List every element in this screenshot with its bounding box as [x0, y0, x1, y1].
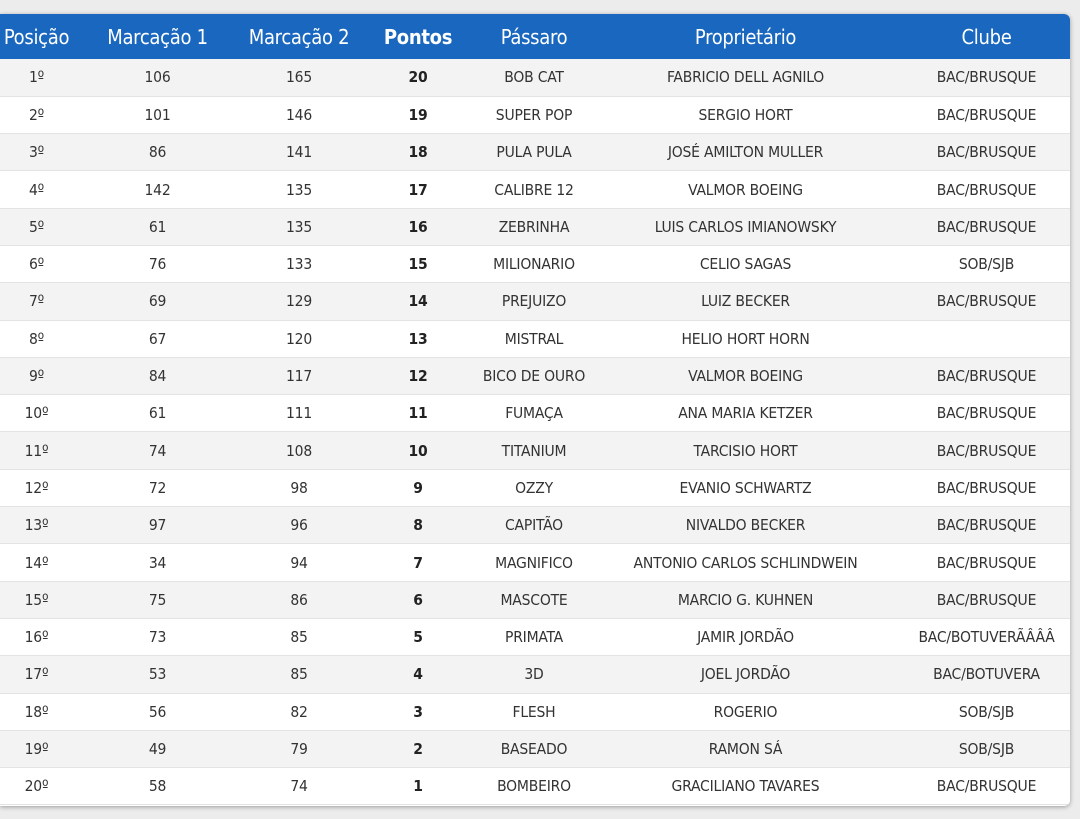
cell-marcacao-1: 84 [73, 357, 242, 394]
cell-marcacao-1: 76 [73, 245, 242, 282]
cell-proprietario: RAMON SÁ [588, 730, 903, 767]
cell-clube: BAC/BRUSQUE [903, 395, 1070, 432]
cell-passaro: BOMBEIRO [480, 768, 588, 805]
cell-clube: BAC/BRUSQUE [903, 768, 1070, 805]
table-row [0, 507, 1070, 544]
cell-pontos: 1 [356, 768, 480, 805]
cell-proprietario: JOEL JORDÃO [588, 656, 903, 693]
cell-posicao: 8º [0, 320, 73, 357]
cell-marcacao-2: 146 [242, 96, 356, 133]
cell-passaro: MILIONARIO [480, 245, 588, 282]
cell-clube: BAC/BRUSQUE [903, 357, 1070, 394]
cell-marcacao-2: 129 [242, 283, 356, 320]
cell-marcacao-2: 85 [242, 656, 356, 693]
cell-posicao: 12º [0, 469, 73, 506]
cell-pontos: 18 [356, 134, 480, 171]
table-row [0, 245, 1070, 282]
cell-pontos: 13 [356, 320, 480, 357]
cell-marcacao-2: 133 [242, 245, 356, 282]
cell-proprietario: VALMOR BOEING [588, 171, 903, 208]
cell-posicao: 9º [0, 357, 73, 394]
cell-proprietario: JOSÉ AMILTON MULLER [588, 134, 903, 171]
cell-proprietario: EVANIO SCHWARTZ [588, 469, 903, 506]
table-row [0, 693, 1070, 730]
cell-clube: SOB/SJB [903, 730, 1070, 767]
ranking-table [0, 14, 1070, 805]
cell-clube: SOB/SJB [903, 693, 1070, 730]
cell-marcacao-1: 106 [73, 59, 242, 96]
cell-posicao: 17º [0, 656, 73, 693]
cell-passaro: CALIBRE 12 [480, 171, 588, 208]
cell-proprietario: HELIO HORT HORN [588, 320, 903, 357]
cell-marcacao-2: 141 [242, 134, 356, 171]
cell-pontos: 6 [356, 581, 480, 618]
cell-marcacao-1: 53 [73, 656, 242, 693]
header-posicao: Posição [3, 24, 70, 49]
cell-pontos: 4 [356, 656, 480, 693]
cell-pontos: 20 [356, 59, 480, 96]
cell-passaro: TITANIUM [480, 432, 588, 469]
cell-marcacao-1: 74 [73, 432, 242, 469]
cell-pontos: 16 [356, 208, 480, 245]
cell-passaro: OZZY [480, 469, 588, 506]
table-row [0, 320, 1070, 357]
cell-marcacao-1: 142 [73, 171, 242, 208]
cell-posicao: 16º [0, 618, 73, 655]
cell-proprietario: FABRICIO DELL AGNILO [588, 59, 903, 96]
cell-passaro: FLESH [480, 693, 588, 730]
cell-proprietario: ROGERIO [588, 693, 903, 730]
cell-proprietario: ANA MARIA KETZER [588, 395, 903, 432]
cell-clube: BAC/BOTUVERÃÂÂÂ [903, 618, 1070, 655]
cell-proprietario: LUIS CARLOS IMIANOWSKY [588, 208, 903, 245]
cell-marcacao-2: 96 [242, 507, 356, 544]
cell-posicao: 18º [0, 693, 73, 730]
cell-marcacao-1: 58 [73, 768, 242, 805]
cell-clube: BAC/BRUSQUE [903, 283, 1070, 320]
cell-marcacao-2: 86 [242, 581, 356, 618]
cell-clube: BAC/BRUSQUE [903, 96, 1070, 133]
cell-proprietario: SERGIO HORT [588, 96, 903, 133]
cell-posicao: 6º [0, 245, 73, 282]
table-row [0, 283, 1070, 320]
table-row [0, 208, 1070, 245]
cell-proprietario: GRACILIANO TAVARES [588, 768, 903, 805]
cell-clube: BAC/BRUSQUE [903, 134, 1070, 171]
table-row [0, 395, 1070, 432]
header-row [0, 14, 1070, 59]
header-passaro: Pássaro [500, 24, 568, 49]
cell-passaro: BOB CAT [480, 59, 588, 96]
cell-posicao: 14º [0, 544, 73, 581]
cell-proprietario: VALMOR BOEING [588, 357, 903, 394]
cell-passaro: 3D [480, 656, 588, 693]
ranking-table-container [0, 14, 1070, 806]
header-marcacao-2: Marcação 2 [248, 24, 350, 49]
table-row [0, 96, 1070, 133]
cell-marcacao-2: 74 [242, 768, 356, 805]
header-pontos: Pontos [383, 24, 453, 49]
table-row [0, 618, 1070, 655]
cell-posicao: 15º [0, 581, 73, 618]
cell-marcacao-2: 135 [242, 208, 356, 245]
cell-marcacao-1: 56 [73, 693, 242, 730]
cell-pontos: 7 [356, 544, 480, 581]
cell-clube: BAC/BRUSQUE [903, 171, 1070, 208]
cell-proprietario: MARCIO G. KUHNEN [588, 581, 903, 618]
cell-clube: BAC/BRUSQUE [903, 544, 1070, 581]
table-row [0, 768, 1070, 805]
cell-marcacao-2: 111 [242, 395, 356, 432]
cell-passaro: CAPITÃO [480, 507, 588, 544]
cell-passaro: ZEBRINHA [480, 208, 588, 245]
cell-marcacao-1: 72 [73, 469, 242, 506]
cell-marcacao-2: 117 [242, 357, 356, 394]
cell-proprietario: LUIZ BECKER [588, 283, 903, 320]
cell-pontos: 2 [356, 730, 480, 767]
cell-passaro: MISTRAL [480, 320, 588, 357]
cell-posicao: 11º [0, 432, 73, 469]
header-proprietario: Proprietário [694, 24, 797, 49]
cell-pontos: 17 [356, 171, 480, 208]
cell-pontos: 10 [356, 432, 480, 469]
cell-pontos: 5 [356, 618, 480, 655]
cell-passaro: PULA PULA [480, 134, 588, 171]
cell-posicao: 10º [0, 395, 73, 432]
cell-passaro: PREJUIZO [480, 283, 588, 320]
cell-posicao: 13º [0, 507, 73, 544]
table-row [0, 171, 1070, 208]
cell-clube: BAC/BRUSQUE [903, 59, 1070, 96]
table-row [0, 730, 1070, 767]
cell-marcacao-1: 49 [73, 730, 242, 767]
table-row [0, 134, 1070, 171]
cell-marcacao-2: 135 [242, 171, 356, 208]
cell-clube: BAC/BRUSQUE [903, 507, 1070, 544]
cell-marcacao-1: 86 [73, 134, 242, 171]
cell-marcacao-1: 61 [73, 208, 242, 245]
cell-passaro: PRIMATA [480, 618, 588, 655]
cell-pontos: 11 [356, 395, 480, 432]
cell-passaro: FUMAÇA [480, 395, 588, 432]
cell-pontos: 19 [356, 96, 480, 133]
cell-passaro: BICO DE OURO [480, 357, 588, 394]
cell-marcacao-2: 120 [242, 320, 356, 357]
cell-proprietario: ANTONIO CARLOS SCHLINDWEIN [588, 544, 903, 581]
cell-marcacao-2: 94 [242, 544, 356, 581]
cell-clube: BAC/BRUSQUE [903, 469, 1070, 506]
cell-clube: BAC/BRUSQUE [903, 581, 1070, 618]
cell-marcacao-1: 61 [73, 395, 242, 432]
cell-posicao: 20º [0, 768, 73, 805]
cell-pontos: 15 [356, 245, 480, 282]
cell-marcacao-2: 85 [242, 618, 356, 655]
cell-marcacao-2: 79 [242, 730, 356, 767]
cell-marcacao-1: 69 [73, 283, 242, 320]
cell-passaro: MAGNIFICO [480, 544, 588, 581]
cell-posicao: 3º [0, 134, 73, 171]
cell-posicao: 1º [0, 59, 73, 96]
cell-clube: BAC/BRUSQUE [903, 208, 1070, 245]
table-row [0, 581, 1070, 618]
cell-posicao: 4º [0, 171, 73, 208]
cell-posicao: 7º [0, 283, 73, 320]
table-row [0, 357, 1070, 394]
cell-marcacao-1: 101 [73, 96, 242, 133]
cell-passaro: MASCOTE [480, 581, 588, 618]
cell-marcacao-1: 67 [73, 320, 242, 357]
cell-clube: BAC/BOTUVERA [903, 656, 1070, 693]
table-body [0, 59, 1070, 805]
cell-pontos: 14 [356, 283, 480, 320]
cell-marcacao-1: 97 [73, 507, 242, 544]
header-clube: Clube [961, 24, 1012, 49]
table-row [0, 469, 1070, 506]
cell-pontos: 12 [356, 357, 480, 394]
cell-marcacao-1: 34 [73, 544, 242, 581]
cell-pontos: 8 [356, 507, 480, 544]
cell-marcacao-1: 75 [73, 581, 242, 618]
cell-clube [903, 320, 1070, 357]
table-header [0, 14, 1070, 59]
cell-pontos: 9 [356, 469, 480, 506]
cell-pontos: 3 [356, 693, 480, 730]
cell-passaro: BASEADO [480, 730, 588, 767]
cell-marcacao-1: 73 [73, 618, 242, 655]
cell-marcacao-2: 82 [242, 693, 356, 730]
cell-proprietario: CELIO SAGAS [588, 245, 903, 282]
cell-proprietario: NIVALDO BECKER [588, 507, 903, 544]
table-row [0, 656, 1070, 693]
table-row [0, 59, 1070, 96]
header-marcacao-1: Marcação 1 [107, 24, 208, 49]
cell-marcacao-2: 98 [242, 469, 356, 506]
cell-clube: BAC/BRUSQUE [903, 432, 1070, 469]
cell-marcacao-2: 165 [242, 59, 356, 96]
cell-posicao: 19º [0, 730, 73, 767]
cell-posicao: 5º [0, 208, 73, 245]
table-row [0, 432, 1070, 469]
table-row [0, 544, 1070, 581]
cell-proprietario: JAMIR JORDÃO [588, 618, 903, 655]
cell-marcacao-2: 108 [242, 432, 356, 469]
cell-clube: SOB/SJB [903, 245, 1070, 282]
cell-passaro: SUPER POP [480, 96, 588, 133]
cell-posicao: 2º [0, 96, 73, 133]
cell-proprietario: TARCISIO HORT [588, 432, 903, 469]
